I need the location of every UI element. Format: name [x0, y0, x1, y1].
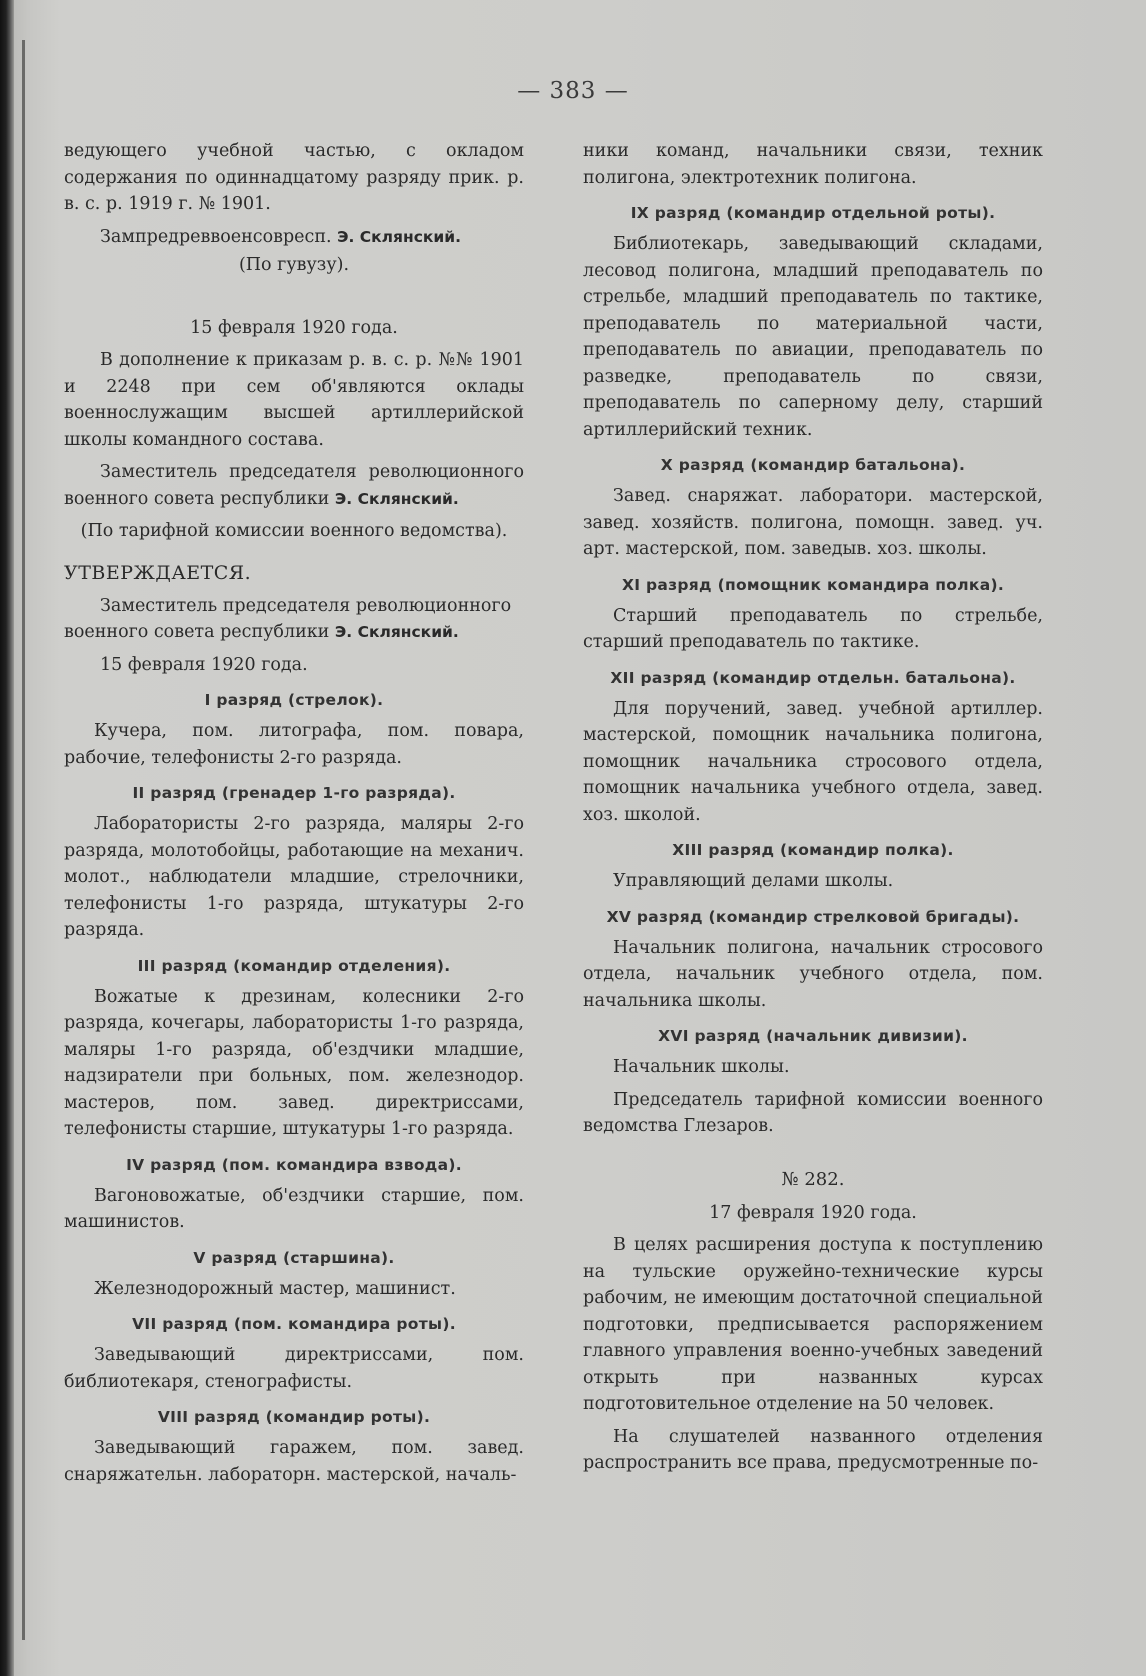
grade-9-text: Библиотекарь, заведывающий складами, лесовод полигона, младший преподаватель по стрельбе, младший преподаватель по тактике, преподаватель по материальной части, преподаватель по авиации, преподаватель по разведке, преподаватель по связи, преподаватель по саперному делу, старший артиллерийский техник.	[583, 234, 1043, 440]
order-number: № 282.	[781, 1168, 845, 1190]
grade-3-heading: III разряд (командир отделения).	[137, 956, 451, 975]
approved-date: 15 февраля 1920 года.	[100, 654, 308, 675]
grade-16-text: Начальник школы.	[613, 1057, 790, 1077]
grade-10-text: Завед. снаряжат. лаборатори. мастерской, завед. хозяйств. полигона, помощн. завед. уч. арт. мастерской, пом. заведыв. хоз. школы.	[583, 486, 1043, 559]
grade-13-heading: XIII разряд (командир полка).	[672, 841, 954, 859]
order-date: 17 февраля 1920 года.	[709, 1202, 917, 1223]
grade-9-heading: IX разряд (командир отдельной роты).	[630, 204, 996, 222]
date-1: 15 февраля 1920 года.	[190, 317, 398, 338]
grade-7-text: Заведывающий директриссами, пом. библиотекаря, стенографисты.	[64, 1345, 524, 1392]
grade-16-heading: XVI разряд (начальник дивизии).	[658, 1027, 968, 1045]
grade-7-heading: VII разряд (пом. командира роты).	[132, 1315, 456, 1333]
grade-1-heading: I разряд (стрелок).	[204, 691, 384, 709]
approved-signature-prefix: Заместитель председателя революционного военного совета республики	[64, 595, 512, 642]
grade-15-heading: XV разряд (командир стрелковой бригады).	[606, 907, 1020, 926]
order-paragraph-2: На слушателей названного отделения распространить все права, предусмотренные по-	[583, 1426, 1043, 1473]
grade-11-heading: XI разряд (помощник командира полка).	[621, 575, 1005, 594]
spine-shadow-line	[22, 40, 25, 1640]
grade-2-heading: II разряд (гренадер 1-го разряда).	[132, 784, 456, 802]
grade-4-text: Вагоновожатые, об'ездчики старшие, пом. машинистов.	[64, 1185, 524, 1232]
grade-13-text: Управляющий делами школы.	[613, 871, 894, 891]
signature-1	[64, 224, 524, 251]
approved-signature	[64, 593, 524, 646]
grade-12-text: Для поручений, завед. учебной артиллер. мастерской, помощник начальника полигона, помощник начальника стросового отдела, помощник начальника учебного отдела, завед. хоз. школой.	[583, 698, 1043, 825]
intro-paragraph: ведующего учебной частью, с окладом содержания по одиннадцатому разряду прик. р. в. с. р. 1919 г. № 1901.	[64, 141, 524, 214]
grade-8-heading: VIII разряд (командир роты).	[157, 1408, 431, 1426]
chairman-text: Председатель тарифной комиссии военного ведомства Глезаров.	[583, 1089, 1043, 1136]
signature-2	[64, 459, 524, 512]
approved-signature-name: Э. Склянский.	[334, 623, 459, 641]
continuation-text: ники команд, начальники связи, техник полигона, электротехник полигона.	[583, 141, 1043, 188]
book-spine	[0, 0, 14, 1676]
left-column	[64, 138, 524, 1494]
grade-8-text: Заведывающий гаражем, пом. завед. снаряжательн. лабораторн. мастерской, началь-	[64, 1438, 524, 1485]
order-paragraph-1: В целях расширения доступа к поступлению на тульские оружейно-технические курсы рабочим, не имеющим достаточной специальной подготовки, предписывается распоряжением главного управления военно-учебных заведений открыть при названных курсах подготовительное отделение на 50 человек.	[583, 1235, 1043, 1414]
source-1: (По гувузу).	[238, 255, 350, 275]
approved-heading: УТВЕРЖДАЕТСЯ.	[64, 561, 252, 584]
grade-10-heading: X разряд (командир батальона).	[660, 456, 966, 474]
grade-5-text: Железнодорожный мастер, машинист.	[94, 1278, 456, 1299]
signature-1-name: Э. Склянский.	[337, 227, 462, 246]
source-2: (По тарифной комиссии военного ведомства).	[80, 521, 508, 541]
grade-4-heading: IV разряд (пом. командира взвода).	[126, 1155, 462, 1174]
grade-15-text: Начальник полигона, начальник стросового отдела, начальник учебного отдела, пом. начальника школы.	[583, 937, 1043, 1011]
paragraph-2: В дополнение к приказам р. в. с. р. №№ 1901 и 2248 при сем об'являются оклады военнослужащим высшей артиллерийской школы командного состава.	[64, 350, 524, 450]
grade-12-heading: XII разряд (командир отдельн. батальона).	[610, 668, 1016, 687]
right-column	[583, 138, 1043, 1483]
grade-1-text: Кучера, пом. литографа, пом. повара, рабочие, телефонисты 2-го разряда.	[64, 721, 524, 768]
grade-2-text: Лаборатористы 2-го разряда, маляры 2-го разряда, молотобойцы, работающие на механич. молот., наблюдатели младшие, стрелочники, телефонисты 1-го разряда, штукатуры 2-го разряда.	[64, 814, 524, 940]
grade-3-text: Вожатые к дрезинам, колесники 2-го разряда, кочегары, лаборатористы 1-го разряда, маляры 1-го разряда, об'ездчики младшие, надзиратели при больных, пом. железнодор. мастеров, пом. завед. директриссами, телефонисты старшие, штукатуры 1-го разряда.	[64, 986, 524, 1139]
page-number: — 383 —	[517, 78, 629, 104]
signature-1-prefix: Зампредреввоенсовресп.	[100, 226, 332, 247]
signature-2-name: Э. Склянский.	[334, 489, 459, 508]
signature-2-prefix: Заместитель председателя революционного военного совета республики	[64, 462, 524, 509]
grade-5-heading: V разряд (старшина).	[193, 1248, 395, 1267]
grade-11-text: Старший преподаватель по стрельбе, старший преподаватель по тактике.	[583, 605, 1043, 652]
